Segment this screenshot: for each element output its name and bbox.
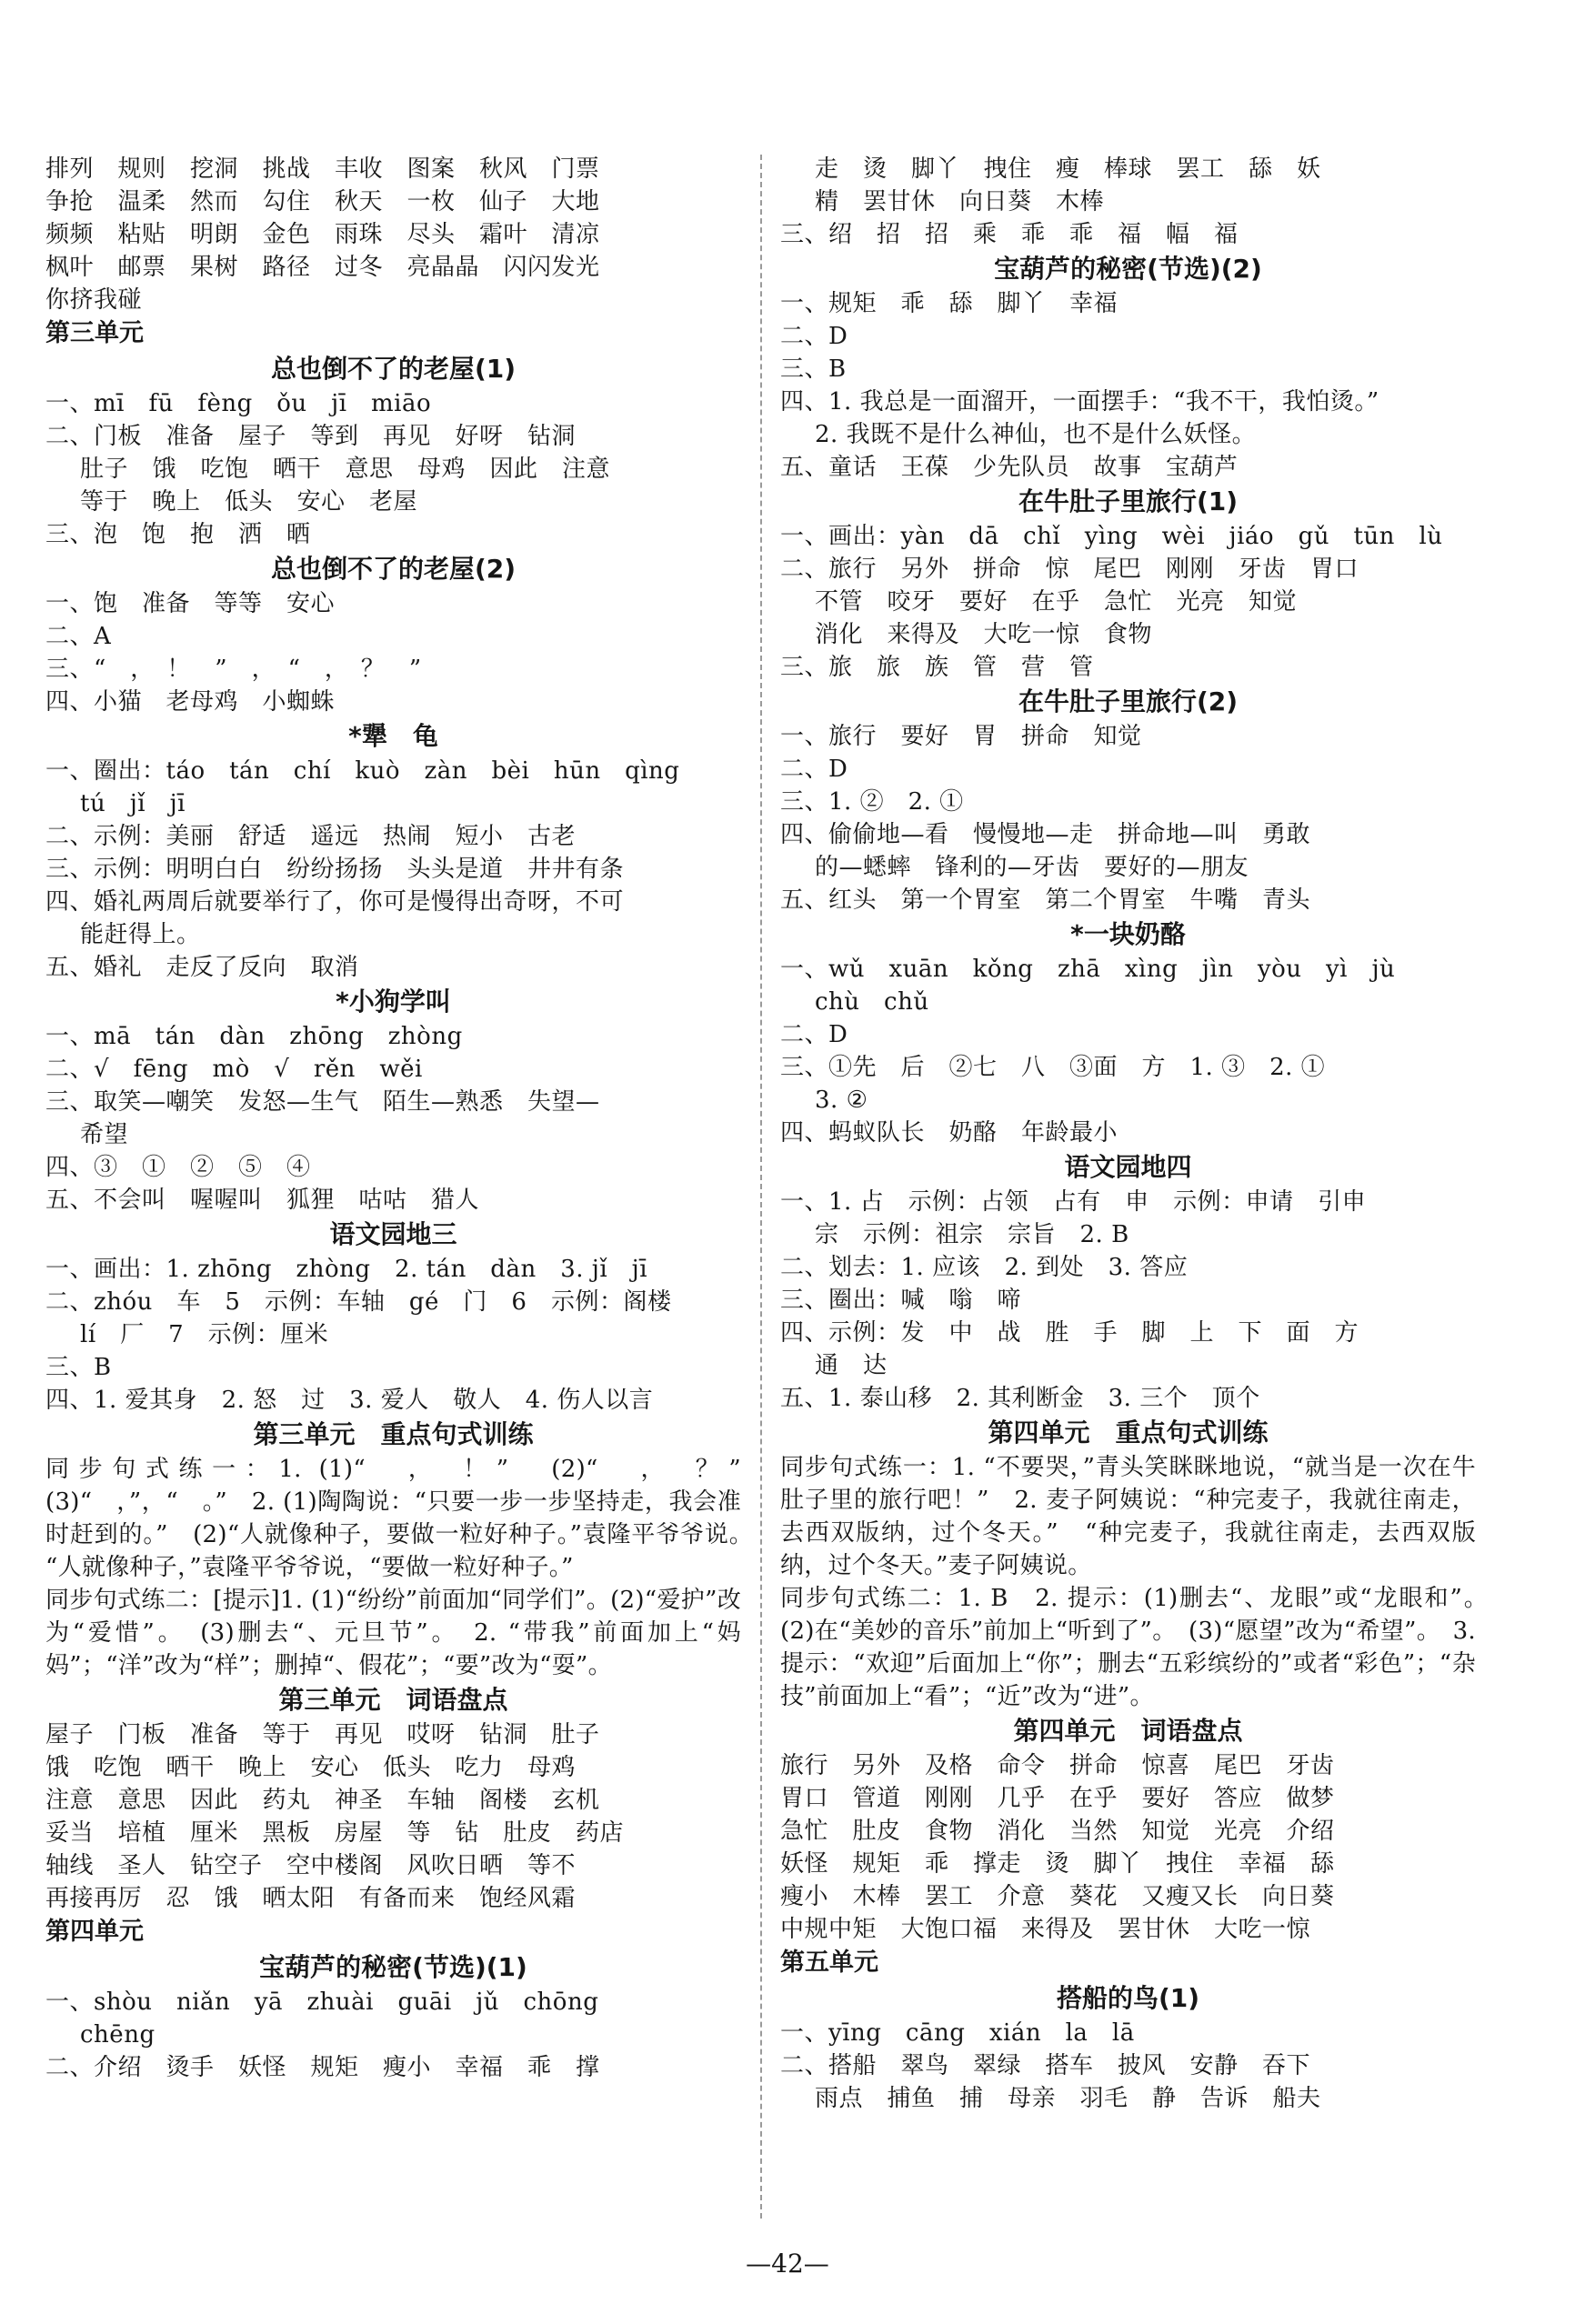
right-answer-line: 妖怪 规矩 乖 撑走 烫 脚丫 拽住 幸福 舔: [780, 1850, 1335, 1878]
left-answer-line: 排列 规则 挖洞 挑战 丰收 图案 秋风 门票: [45, 155, 600, 183]
left-answer-line: 四、③ ① ② ⑤ ④: [45, 1154, 311, 1181]
left-answer-line-continued: chēng: [80, 2021, 155, 2049]
left-answer-line-continued: tú jǐ jī: [80, 790, 186, 817]
right-answer-line-continued: 不管 咬牙 要好 在乎 急忙 光亮 知觉: [815, 588, 1298, 616]
right-answer-line-continued: 走 烫 脚丫 拽住 瘦 棒球 罢工 舔 妖: [815, 155, 1321, 183]
right-answer-line-continued: 雨点 捕鱼 捕 母亲 羽毛 静 告诉 船夫: [815, 2085, 1321, 2112]
right-unit-heading: 第五单元: [780, 1948, 878, 1977]
right-answer-line-continued: 精 罢甘休 向日葵 木棒: [815, 188, 1105, 215]
column-divider: [760, 155, 762, 2219]
left-answer-line: 四、1. 爱其身 2. 怒 过 3. 爱人 敬人 4. 伤人以言: [45, 1387, 654, 1414]
left-answer-line: 三、B: [45, 1354, 112, 1381]
left-answer-line: 一、圈出：táo tán chí kuò zàn bèi hūn qìng: [45, 757, 680, 785]
left-answer-line: 四、小猫 老母鸡 小蜘蛛: [45, 688, 336, 716]
right-sentence-practice-paragraph: 同步句式练一：1. “不要哭，”青头笑眯眯地说，“就当是一次在牛肚子里的旅行吧！” 2. 麦子阿姨说：“种完麦子，我就往南走，去西双版纳，过个冬天。” “种完麦子，我就往南走，去西双版纳，过个冬天。”麦子阿姨说。: [780, 1454, 1476, 1579]
right-answer-line: 三、旅 旅 族 管 营 管: [780, 654, 1094, 681]
right-answer-line: 一、1. 占 示例：占领 占有 申 示例：申请 引申: [780, 1188, 1367, 1216]
left-answer-line: 枫叶 邮票 果树 路径 过冬 亮晶晶 闪闪发光: [45, 254, 600, 281]
right-lesson-title: *一块奶酪: [1070, 919, 1186, 949]
left-lesson-title: 第三单元 词语盘点: [278, 1685, 508, 1715]
left-lesson-title: 第三单元 重点句式训练: [253, 1419, 534, 1449]
right-answer-line: 一、yīng cāng xián la lā: [780, 2019, 1135, 2047]
right-lesson-title: 搭船的鸟(1): [1056, 1983, 1200, 2013]
left-answer-line: 一、画出：1. zhōng zhòng 2. tán dàn 3. jǐ jī: [45, 1256, 648, 1283]
left-unit-heading: 第三单元: [45, 319, 144, 347]
left-answer-line-continued: 肚子 饿 吃饱 晒干 意思 母鸡 因此 注意: [80, 456, 611, 483]
right-answer-line: 三、①先 后 ②七 八 ③面 方 1. ③ 2. ①: [780, 1054, 1326, 1081]
right-answer-line-continued: 3. ②: [815, 1087, 868, 1114]
page-number: —42—: [746, 2249, 829, 2279]
left-answer-line: 一、mā tán dàn zhōng zhòng: [45, 1023, 463, 1050]
right-answer-line: 旅行 另外 及格 命令 拼命 惊喜 尾巴 牙齿: [780, 1752, 1335, 1779]
left-answer-line: 一、shòu niǎn yā zhuài guāi jǔ chōng: [45, 1988, 599, 2016]
left-answer-line: 五、不会叫 喔喔叫 狐狸 咕咕 猎人: [45, 1187, 480, 1214]
right-answer-line: 二、D: [780, 756, 848, 783]
right-answer-line: 二、旅行 另外 拼命 惊 尾巴 刚刚 牙齿 胃口: [780, 556, 1359, 583]
left-answer-line: 轴线 圣人 钻空子 空中楼阁 风吹日晒 等不: [45, 1852, 577, 1879]
left-lesson-title: 语文园地三: [329, 1219, 457, 1249]
left-answer-line: 一、mī fū fèng ǒu jī miāo: [45, 390, 432, 417]
right-answer-line: 中规中矩 大饱口福 来得及 罢甘休 大吃一惊: [780, 1916, 1311, 1943]
right-answer-line: 二、D: [780, 323, 848, 350]
left-answer-line: 五、婚礼 走反了反向 取消: [45, 954, 359, 981]
right-answer-line-continued: chù chǔ: [815, 988, 929, 1016]
right-answer-line: 三、绍 招 招 乘 乖 乖 福 幅 福: [780, 221, 1239, 248]
right-lesson-title: 在牛肚子里旅行(2): [1018, 686, 1239, 716]
left-answer-line-continued: lí 厂 7 示例：厘米: [80, 1321, 329, 1348]
left-answer-line: 四、婚礼两周后就要举行了，你可是慢得出奇呀，不可: [45, 888, 625, 916]
right-answer-line: 一、画出：yàn dā chǐ yìng wèi jiáo gǔ tūn lù: [780, 523, 1443, 550]
right-answer-line-continued: 通 达: [815, 1352, 888, 1379]
right-answer-line: 一、规矩 乖 舔 脚丫 幸福: [780, 290, 1119, 317]
left-unit-heading: 第四单元: [45, 1918, 144, 1946]
left-answer-line: 二、zhóu 车 5 示例：车轴 gé 门 6 示例：阁楼: [45, 1288, 672, 1316]
right-answer-line: 一、wǔ xuān kǒng zhā xìng jìn yòu yì jù: [780, 956, 1396, 983]
right-answer-line: 二、D: [780, 1021, 848, 1048]
left-lesson-title: 宝葫芦的秘密(节选)(1): [259, 1952, 527, 1982]
right-answer-line: 三、1. ② 2. ①: [780, 788, 964, 816]
left-answer-line: 三、取笑—嘲笑 发怒—生气 陌生—熟悉 失望—: [45, 1088, 600, 1116]
left-answer-line: 注意 意思 因此 药丸 神圣 车轴 阁楼 玄机: [45, 1787, 600, 1814]
left-lesson-title: *小狗学叫: [336, 987, 451, 1017]
left-answer-line-continued: 能赶得上。: [80, 921, 201, 948]
left-answer-line: 二、介绍 烫手 妖怪 规矩 瘦小 幸福 乖 撑: [45, 2054, 600, 2081]
left-answer-line: 一、饱 准备 等等 安心: [45, 590, 336, 617]
right-answer-line: 四、偷偷地—看 慢慢地—走 拼命地—叫 勇敢: [780, 821, 1311, 848]
right-sentence-practice-paragraph: 同步句式练二：1. B 2. 提示：(1)删去“、龙眼”或“龙眼和”。 (2)在“美妙的音乐”前加上“听到了”。 (3)“愿望”改为“希望”。 3. 提示：“欢迎”后面加上“你”；删去“五彩缤纷的”或者“彩色”；“杂技”前面加上“看”；“近”改为“进”。: [780, 1585, 1500, 1710]
left-answer-line: 妥当 培植 厘米 黑板 房屋 等 钻 肚皮 药店: [45, 1819, 625, 1847]
left-answer-line-continued: 希望: [80, 1121, 129, 1148]
right-answer-line: 四、蚂蚁队长 奶酪 年龄最小: [780, 1119, 1119, 1147]
left-answer-line: 二、√ fēng mò √ rěn wěi: [45, 1056, 423, 1083]
right-answer-line: 一、旅行 要好 胃 拼命 知觉: [780, 723, 1142, 750]
left-answer-line-continued: 等于 晚上 低头 安心 老屋: [80, 488, 418, 516]
left-answer-line: 三、示例：明明白白 纷纷扬扬 头头是道 井井有条: [45, 856, 625, 883]
right-answer-line-continued: 的—蟋蟀 锋利的—牙齿 要好的—朋友: [815, 854, 1249, 881]
right-answer-line: 二、划去：1. 应该 2. 到处 3. 答应: [780, 1254, 1189, 1281]
right-answer-line-continued: 消化 来得及 大吃一惊 食物: [815, 621, 1153, 648]
right-answer-line: 瘦小 木棒 罢工 介意 葵花 又瘦又长 向日葵: [780, 1883, 1335, 1910]
right-lesson-title: 第四单元 重点句式训练: [988, 1417, 1269, 1447]
right-answer-line: 急忙 肚皮 食物 消化 当然 知觉 光亮 介绍: [780, 1818, 1335, 1845]
left-answer-line: 饿 吃饱 晒干 晚上 安心 低头 吃力 母鸡: [45, 1754, 577, 1781]
right-answer-line: 三、圈出：喊 嗡 啼: [780, 1287, 1022, 1314]
left-answer-line: 二、示例：美丽 舒适 遥远 热闹 短小 古老: [45, 823, 577, 850]
left-answer-line: 三、“ ， ！ ” ， “ ， ？ ”: [45, 656, 422, 683]
left-sentence-practice-paragraph: 同步句式练二：[提示]1. (1)“纷纷”前面加“同学们”。(2)“爱护”改为“爱惜”。 (3)删去“、元旦节”。 2. “带我”前面加上“妈妈”；“洋”改为“样”；删掉“、假花”；“要”改为“耍”。: [45, 1587, 741, 1679]
left-lesson-title: *犟 龟: [348, 721, 438, 751]
left-answer-line: 频频 粘贴 明朗 金色 雨珠 尽头 霜叶 清凉: [45, 221, 600, 248]
left-column: [45, 153, 766, 2084]
right-lesson-title: 语文园地四: [1064, 1152, 1192, 1182]
left-answer-line: 屋子 门板 准备 等于 再见 哎呀 钻洞 肚子: [45, 1721, 600, 1748]
right-lesson-title: 在牛肚子里旅行(1): [1018, 486, 1239, 516]
left-sentence-practice-paragraph: 同步句式练一：1. (1)“ ， ！” (2)“ ， ？” (3)“ ，”，“ 。” 2. (1)陶陶说：“只要一步一步坚持走，我会准时赶到的。” (2)“人就像种子，要做一粒好种子。”袁隆平爷爷说。 “人就像种子，”袁隆平爷爷说，“要做一粒好种子。”: [45, 1456, 766, 1581]
right-answer-line: 五、1. 泰山移 2. 其利断金 3. 三个 顶个: [780, 1385, 1260, 1412]
right-answer-line: 四、1. 我总是一面溜开，一面摆手：“我不干，我怕烫。”: [780, 388, 1379, 416]
left-answer-line: 三、泡 饱 抱 洒 晒: [45, 521, 311, 548]
right-answer-line-continued: 2. 我既不是什么神仙，也不是什么妖怪。: [815, 421, 1257, 448]
right-answer-line: 四、示例：发 中 战 胜 手 脚 上 下 面 方: [780, 1319, 1359, 1347]
right-answer-line: 五、红头 第一个胃室 第二个胃室 牛嘴 青头: [780, 887, 1311, 914]
right-lesson-title: 第四单元 词语盘点: [1013, 1716, 1243, 1746]
left-answer-line: 再接再厉 忍 饿 晒太阳 有备而来 饱经风霜: [45, 1885, 577, 1912]
left-answer-line: 二、A: [45, 623, 112, 650]
right-answer-line-continued: 宗 示例：祖宗 宗旨 2. B: [815, 1221, 1129, 1248]
right-answer-line: 二、搭船 翠鸟 翠绿 搭车 披风 安静 吞下: [780, 2052, 1311, 2079]
right-answer-line: 胃口 管道 刚刚 几乎 在乎 要好 答应 做梦: [780, 1785, 1335, 1812]
left-lesson-title: 总也倒不了的老屋(1): [270, 354, 517, 384]
right-lesson-title: 宝葫芦的秘密(节选)(2): [994, 254, 1262, 284]
right-answer-line: 三、B: [780, 356, 847, 383]
left-answer-line: 你挤我碰: [45, 286, 143, 314]
right-column: [780, 153, 1500, 2115]
left-answer-line: 争抢 温柔 然而 勾住 秋天 一枚 仙子 大地: [45, 188, 600, 215]
left-answer-line: 二、门板 准备 屋子 等到 再见 好呀 钻洞: [45, 423, 577, 450]
right-answer-line: 五、童话 王葆 少先队员 故事 宝葫芦: [780, 454, 1239, 481]
left-lesson-title: 总也倒不了的老屋(2): [270, 554, 517, 584]
